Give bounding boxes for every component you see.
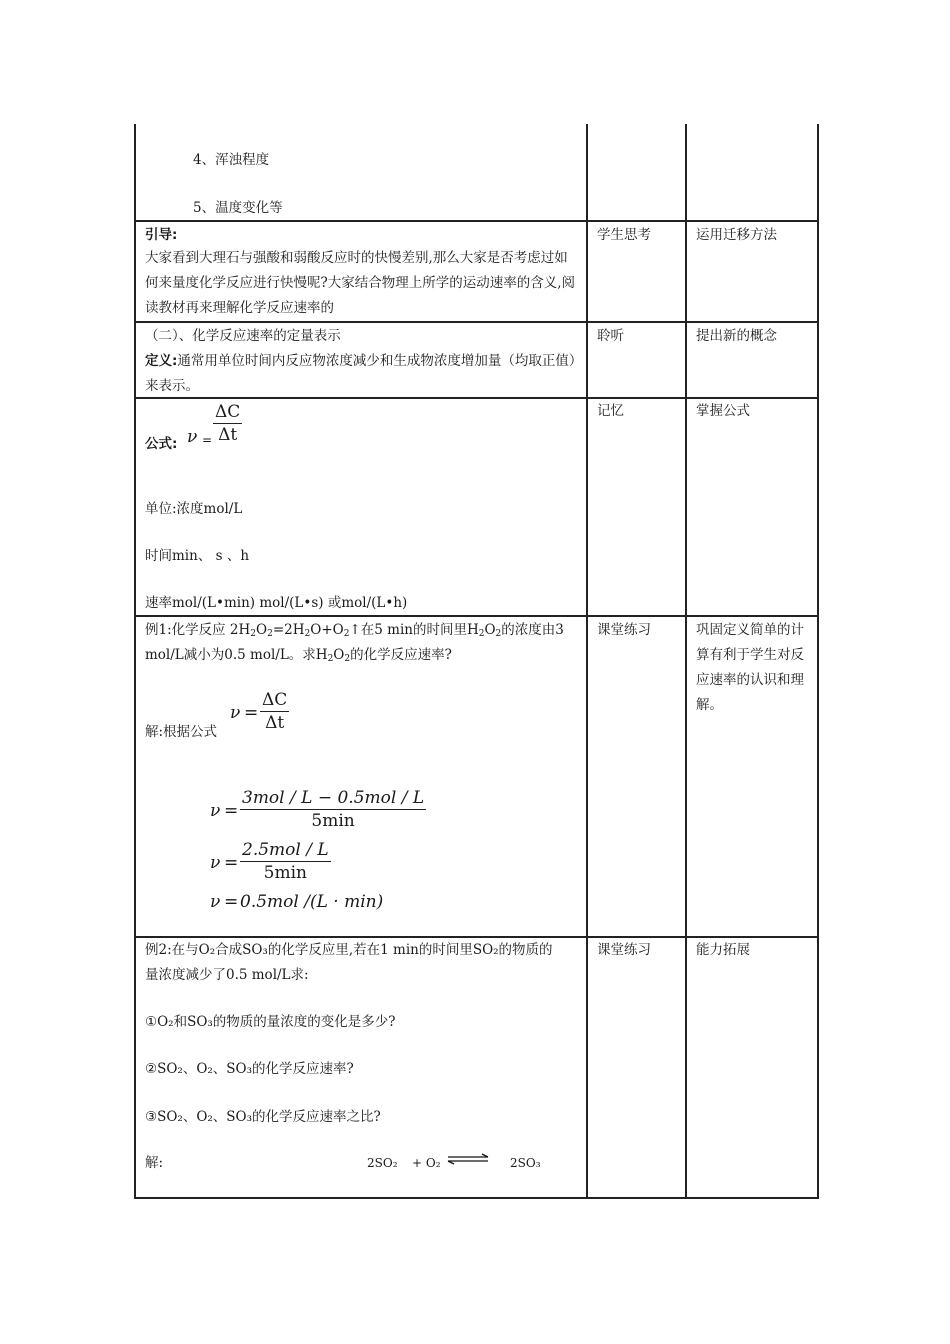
student-activity-2: 聆听	[597, 328, 624, 344]
formula-numerator: ΔC	[215, 402, 241, 422]
section-title: （二）、化学反应速率的定量表示	[145, 328, 341, 344]
step-2-denominator: 5min	[263, 863, 307, 883]
definition-block	[145, 349, 583, 399]
equation-left: 2SO₂	[367, 1156, 398, 1170]
formula-denominator: Δt	[218, 425, 238, 445]
ref-numerator: ΔC	[262, 690, 288, 710]
student-activity-5: 课堂练习	[597, 942, 651, 958]
design-purpose-2: 提出新的概念	[696, 328, 777, 344]
example-1-line-1: 例1:化学反应 $2H_2O_2=2H_2O+O_2↑$在5 min的时间里$H_2O_2$的浓度由3	[145, 622, 564, 639]
guide-text: 大家看到大理石与强酸和弱酸反应时的快慢差别,那么大家是否考虑过如何来量度化学反应进行快慢呢?大家结合物理上所学的运动速率的含义,阅读教材再来理解化学反应速率的	[145, 250, 576, 316]
step-2-numerator: 2.5mol / L	[242, 840, 329, 860]
student-activity-3: 记忆	[597, 403, 624, 419]
ref-denominator: Δt	[265, 713, 285, 733]
ref-fraction	[260, 689, 289, 734]
solve-label: 解:根据公式	[145, 724, 218, 740]
step-1-denominator: 5min	[311, 811, 355, 831]
time-line: 时间min、 s 、h	[145, 548, 250, 564]
definition-text: 通常用单位时间内反应物浓度减少和生成物浓度增加量（均取正值）来表示。	[145, 353, 583, 394]
table-divider-1	[586, 124, 588, 1199]
table-divider-2	[685, 124, 687, 1199]
rate-line: 速率mol/(L•min) mol/(L•s) 或mol/(L•h)	[145, 595, 408, 611]
table-border-left	[134, 124, 136, 1199]
row-divider-5	[134, 936, 819, 938]
student-activity-1: 学生思考	[597, 227, 651, 243]
list-item-4: 4、浑浊程度	[193, 152, 270, 168]
guide-heading: 引导:	[145, 227, 178, 243]
solve-label-2: 解:	[145, 1155, 164, 1171]
row-divider-2	[134, 321, 819, 323]
example-2-line-2: 量浓度减少了0.5 mol/L求:	[145, 967, 309, 983]
design-purpose-1: 运用迁移方法	[696, 227, 777, 243]
question-1: ①O₂和SO₃的物质的量浓度的变化是多少?	[145, 1014, 396, 1030]
question-2: ②SO₂、O₂、SO₃的化学反应速率?	[145, 1061, 354, 1077]
ref-eq: =	[244, 703, 259, 723]
equilibrium-arrow-icon	[446, 1153, 490, 1165]
formula-fraction	[213, 401, 242, 446]
formula-eq: =	[202, 433, 213, 447]
design-purpose-4: 巩固定义简单的计算有利于学生对反应速率的认识和理解。	[696, 622, 804, 713]
student-activity-4: 课堂练习	[597, 622, 651, 638]
question-3: ③SO₂、O₂、SO₃的化学反应速率之比?	[145, 1109, 381, 1125]
ref-nu: ν	[230, 703, 241, 723]
step-3-result: 0.5mol /(L · min)	[240, 892, 384, 912]
example-1-line-2: mol/L减小为0.5 mol/L。求$H_2O_2$的化学反应速率?	[145, 647, 452, 664]
equation-right: 2SO₃	[510, 1156, 541, 1170]
example-2-line-1: 例2:在与O₂合成SO₃的化学反应里,若在1 min的时间里SO₂的物质的	[145, 942, 553, 958]
row-divider-4	[134, 615, 819, 617]
table-border-bottom	[134, 1197, 819, 1199]
formula-label: 公式:	[145, 436, 178, 452]
design-purpose-3: 掌握公式	[696, 403, 750, 419]
step-1-numerator: 3mol / L − 0.5mol / L	[242, 788, 425, 808]
row-divider-1	[134, 220, 819, 222]
design-purpose-5: 能力拓展	[696, 942, 750, 958]
definition-label: 定义:	[145, 353, 178, 369]
table-border-right	[817, 124, 819, 1199]
equation-plus: + O₂	[412, 1156, 441, 1170]
unit-line: 单位:浓度mol/L	[145, 501, 243, 517]
list-item-5: 5、温度变化等	[193, 200, 283, 216]
formula-nu: ν	[187, 427, 198, 447]
